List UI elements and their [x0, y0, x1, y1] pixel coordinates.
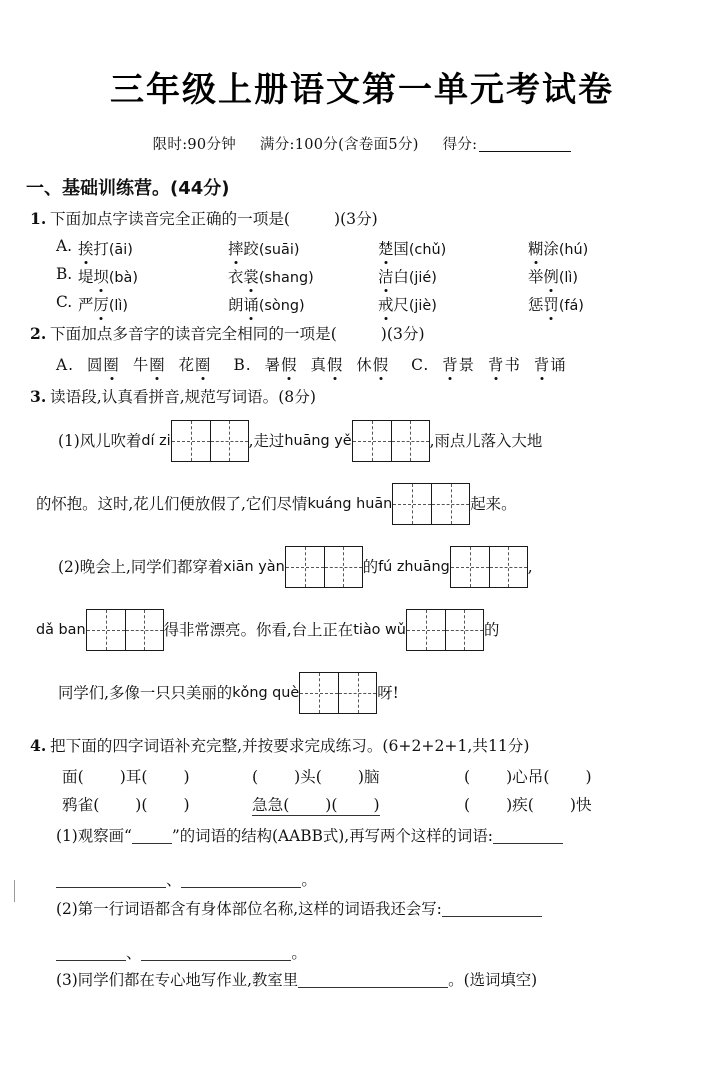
emphasis-dot-char: 假 — [281, 353, 297, 375]
question-3-line — [58, 409, 706, 472]
passage-text: ,雨点儿落入大地 — [429, 432, 543, 451]
pinyin-text: xiān yàn — [223, 559, 285, 576]
question-1-option-row[interactable] — [56, 237, 724, 259]
question-4-idiom-row-2 — [62, 793, 724, 815]
plain-char: 举 — [528, 268, 544, 287]
question-1-text-b: )(3分) — [334, 210, 378, 228]
emphasis-dot-char: 假 — [327, 353, 343, 375]
emphasis-dot-char: 例 — [543, 265, 558, 287]
plain-char: 休 — [356, 356, 373, 375]
emphasis-dot-char: 假 — [373, 353, 389, 375]
emphasis-dot-char: 罚 — [543, 293, 558, 315]
question-2-number: 2. — [30, 324, 47, 344]
question-4-sub-1-continued — [56, 868, 724, 890]
option-word — [179, 356, 212, 374]
question-4-sub-3 — [56, 969, 724, 992]
plain-char: 暑 — [264, 356, 282, 375]
section-1-title: 一、基础训练营。(44分) — [26, 178, 230, 199]
sub-3-text-a: (3)同学们都在专心地写作业,教室里 — [56, 970, 299, 989]
pinyin-text: (hú) — [558, 242, 589, 259]
emphasis-dot-char: 厉 — [93, 293, 108, 315]
pinyin-text: dí zi — [141, 433, 171, 450]
sub-2-period: 。 — [291, 943, 307, 962]
emphasis-dot-char: 圈 — [103, 353, 119, 375]
idiom-text — [252, 796, 380, 816]
pinyin-text: (shang) — [258, 270, 314, 287]
tianzige-cell[interactable] — [300, 673, 338, 713]
option-word — [528, 265, 578, 287]
option-word — [78, 293, 228, 315]
pinyin-text: tiào wǔ — [353, 622, 406, 639]
option-label: A. — [56, 356, 75, 375]
question-3-line — [36, 472, 706, 535]
emphasis-dot-char: 摔 — [228, 237, 243, 259]
passage-text: 的 — [483, 621, 500, 640]
tianzige-cell[interactable] — [445, 610, 483, 650]
pinyin-text: (jié) — [408, 270, 437, 287]
score-blank[interactable] — [479, 150, 571, 152]
tianzige-grid[interactable] — [352, 420, 430, 462]
question-3-number: 3. — [30, 387, 47, 407]
question-4-text: 把下面的四字词语补充完整,并按要求完成练习。(6+2+2+1,共11分) — [50, 737, 530, 756]
question-1-option-row[interactable] — [56, 265, 724, 287]
tianzige-cell[interactable] — [324, 547, 362, 587]
tianzige-cell[interactable] — [87, 610, 125, 650]
plain-char: 朗 — [228, 296, 244, 315]
tianzige-cell[interactable] — [125, 610, 163, 650]
sub-2-text-a: (2)第一行词语都含有身体部位名称,这样的词语我还会写: — [56, 899, 442, 918]
option-word — [378, 293, 528, 315]
question-1-option-row[interactable] — [56, 293, 724, 315]
plain-char: 真 — [310, 356, 327, 375]
plain-char: 打 — [93, 240, 109, 259]
plain-char: 白 — [393, 268, 409, 287]
emphasis-dot-char: 戒 — [378, 293, 393, 315]
option-word — [534, 356, 567, 374]
option-word — [228, 265, 378, 287]
question-1-options — [0, 237, 724, 315]
pinyin-text: (āi) — [108, 242, 133, 259]
idiom-item — [464, 765, 654, 787]
option-label: B. — [56, 265, 73, 284]
emphasis-dot-char: 挨 — [78, 237, 93, 259]
passage-text: 的怀抱。这时,花儿们便放假了,它们尽情 — [36, 495, 308, 514]
plain-char: 涂 — [543, 240, 559, 259]
question-1-stem — [30, 207, 724, 231]
plain-char: 惩 — [528, 296, 544, 315]
emphasis-dot-char: 裳 — [243, 265, 258, 287]
plain-char: 严 — [78, 296, 94, 315]
option-word — [265, 356, 298, 374]
option-word — [78, 237, 228, 259]
sub-2-answer-blank-1[interactable] — [442, 900, 542, 917]
pinyin-text: (jiè) — [408, 298, 437, 315]
emphasis-dot-char: 圈 — [149, 353, 165, 375]
tianzige-grid[interactable] — [450, 546, 528, 588]
idiom-char: )脑 — [357, 767, 380, 786]
tianzige-grid[interactable] — [86, 609, 164, 651]
option-word — [528, 237, 588, 259]
sub-1-answer-blank-1[interactable] — [493, 826, 563, 843]
question-4-sub-2 — [56, 898, 724, 921]
tianzige-cell[interactable] — [489, 547, 527, 587]
question-4-sub-1 — [56, 825, 724, 848]
question-3-line — [36, 598, 706, 661]
pinyin-text: (chǔ) — [408, 242, 447, 259]
pinyin-text: huāng yě — [284, 433, 352, 450]
tianzige-cell[interactable] — [210, 421, 248, 461]
sub-3-text-b: 。(选词填空) — [448, 970, 538, 989]
option-word — [310, 356, 343, 374]
question-2-text-b: )(3分) — [380, 325, 425, 344]
passage-text: 起来。 — [470, 495, 517, 514]
question-3-line — [58, 661, 706, 724]
question-1-text-a: 下面加点字读音完全正确的一项是( — [50, 210, 290, 228]
option-word — [356, 356, 389, 374]
sub-2-answer-blank-2[interactable] — [56, 944, 126, 961]
question-3-line — [58, 535, 706, 598]
pinyin-text: kuáng huān — [307, 496, 393, 513]
idiom-char: 面( — [62, 767, 84, 786]
pinyin-text: (sòng) — [258, 298, 305, 315]
passage-text: 呀! — [377, 684, 399, 703]
emphasis-dot-char: 背 — [488, 353, 504, 375]
tianzige-grid[interactable] — [392, 483, 470, 525]
option-label: C. — [411, 356, 430, 375]
passage-text: 同学们,多像一只只美丽的 — [58, 684, 233, 703]
tianzige-cell[interactable] — [391, 421, 429, 461]
emphasis-dot-char: 背 — [442, 353, 458, 375]
idiom-text — [62, 796, 190, 814]
pinyin-text: (lì) — [558, 270, 579, 287]
question-4-number: 4. — [30, 736, 47, 756]
tianzige-grid[interactable] — [406, 609, 484, 651]
plain-char: 圆 — [87, 356, 104, 375]
passage-text: 的 — [362, 558, 379, 577]
idiom-char: 急急( — [252, 795, 290, 814]
option-word — [78, 265, 228, 287]
option-label: C. — [56, 293, 73, 312]
pinyin-text: (suāi) — [258, 242, 300, 259]
option-word — [528, 293, 584, 315]
plain-char: 跤 — [243, 240, 259, 259]
exam-paper-page — [0, 62, 724, 1086]
idiom-char: ) — [183, 795, 190, 814]
plain-char: 牛 — [132, 356, 150, 375]
question-4-idiom-row-1 — [62, 765, 724, 787]
tianzige-cell[interactable] — [451, 547, 489, 587]
plain-char: 尺 — [393, 296, 409, 315]
plain-char: 诵 — [550, 356, 567, 375]
full-score-label: 满分:100分(含卷面5分) — [259, 137, 419, 153]
question-3-body — [0, 409, 724, 724]
emphasis-dot-char: 圈 — [195, 353, 211, 375]
emphasis-dot-char: 背 — [534, 353, 550, 375]
tianzige-cell[interactable] — [393, 484, 431, 524]
question-2-stem — [30, 322, 724, 346]
page-title: 三年级上册语文第一单元考试卷 — [110, 70, 614, 110]
plain-char: 书 — [504, 356, 521, 375]
emphasis-dot-char: 洁 — [378, 265, 393, 287]
tianzige-cell[interactable] — [172, 421, 210, 461]
sub-3-answer-blank[interactable] — [298, 971, 448, 988]
idiom-char: )疾( — [506, 795, 534, 814]
option-word — [228, 237, 378, 259]
idiom-char: 鸦雀( — [62, 795, 100, 814]
idiom-text — [464, 796, 592, 814]
option-word — [133, 356, 166, 374]
question-4-sub-2-continued — [56, 941, 724, 963]
tianzige-grid[interactable] — [171, 420, 249, 462]
time-limit-label: 限时:90分钟 — [152, 137, 237, 153]
option-label: A. — [56, 237, 73, 256]
sub-1-answer-blank-3[interactable] — [181, 871, 301, 888]
pinyin-text: (lì) — [108, 298, 129, 315]
question-2-text-a: 下面加点多音字的读音完全相同的一项是( — [50, 325, 337, 344]
idiom-char: )耳( — [119, 767, 148, 786]
question-3-stem — [30, 385, 724, 409]
idiom-char: ) — [373, 795, 380, 814]
idiom-char: )( — [135, 795, 148, 814]
idiom-char: )快 — [569, 795, 592, 814]
sub-1-answer-blank-2[interactable] — [56, 871, 166, 888]
score-label: 得分: — [442, 137, 478, 153]
idiom-text — [252, 768, 380, 786]
sub-1-period: 。 — [301, 870, 317, 889]
idiom-item — [464, 793, 654, 815]
idiom-char: ( — [464, 767, 471, 786]
tianzige-cell[interactable] — [407, 610, 445, 650]
passage-text: , — [527, 558, 533, 577]
plain-char: 花 — [178, 356, 196, 375]
idiom-char: )( — [325, 795, 338, 814]
option-word — [228, 293, 378, 315]
sub-1-text-b: ”的词语的结构(AABB式),再写两个这样的词语: — [171, 826, 493, 845]
tianzige-grid[interactable] — [285, 546, 363, 588]
tianzige-cell[interactable] — [431, 484, 469, 524]
option-word — [442, 356, 475, 374]
pinyin-text: fú zhuāng — [378, 559, 450, 576]
passage-text: 得非常漂亮。你看,台上正在 — [163, 621, 354, 640]
idiom-item — [62, 793, 252, 815]
idiom-text — [464, 768, 592, 786]
question-2-options — [56, 353, 724, 375]
idiom-char: ) — [183, 767, 190, 786]
plain-char: 堤 — [78, 268, 94, 287]
idiom-text — [62, 768, 190, 786]
sub-1-quote-blank[interactable] — [132, 826, 172, 843]
passage-text: (2)晚会上,同学们都穿着 — [58, 558, 224, 577]
emphasis-dot-char: 诵 — [243, 293, 258, 315]
tianzige-cell[interactable] — [353, 421, 391, 461]
plain-char: 衣 — [228, 268, 244, 287]
passage-text: ,走过 — [248, 432, 285, 451]
sub-1-text-a: (1)观察画“ — [56, 826, 132, 845]
idiom-item — [252, 793, 464, 815]
question-1-number: 1. — [30, 209, 47, 228]
pinyin-text: kǒng què — [232, 685, 300, 702]
pinyin-text: (bà) — [108, 270, 138, 287]
plain-char: 国 — [393, 240, 409, 259]
emphasis-dot-char: 糊 — [528, 237, 543, 259]
option-word — [488, 356, 521, 374]
pinyin-text: (fá) — [558, 298, 584, 315]
pinyin-text: dǎ ban — [36, 622, 86, 639]
exam-meta-line — [0, 133, 724, 154]
sub-2-separator: 、 — [126, 943, 142, 962]
idiom-char: ( — [252, 767, 259, 786]
idiom-char: ( — [464, 795, 471, 814]
tianzige-grid[interactable] — [299, 672, 377, 714]
emphasis-dot-char: 楚 — [378, 237, 393, 259]
option-word — [378, 237, 528, 259]
emphasis-dot-char: 坝 — [93, 265, 108, 287]
idiom-item — [252, 765, 464, 787]
sub-2-answer-blank-3[interactable] — [141, 944, 291, 961]
tianzige-cell[interactable] — [286, 547, 324, 587]
question-3-text: 读语段,认真看拼音,规范写词语。(8分) — [50, 388, 316, 407]
plain-char: 景 — [458, 356, 476, 375]
sub-1-separator: 、 — [166, 870, 182, 889]
question-4-stem — [30, 734, 724, 758]
idiom-char: ) — [585, 767, 592, 786]
tianzige-cell[interactable] — [338, 673, 376, 713]
idiom-char: )心吊( — [506, 767, 550, 786]
idiom-item — [62, 765, 252, 787]
option-word — [378, 265, 528, 287]
option-word — [87, 356, 120, 374]
passage-text: (1)风儿吹着 — [58, 432, 142, 451]
option-label: B. — [233, 356, 252, 375]
idiom-char: )头( — [294, 767, 322, 786]
left-margin-tick — [14, 880, 15, 902]
